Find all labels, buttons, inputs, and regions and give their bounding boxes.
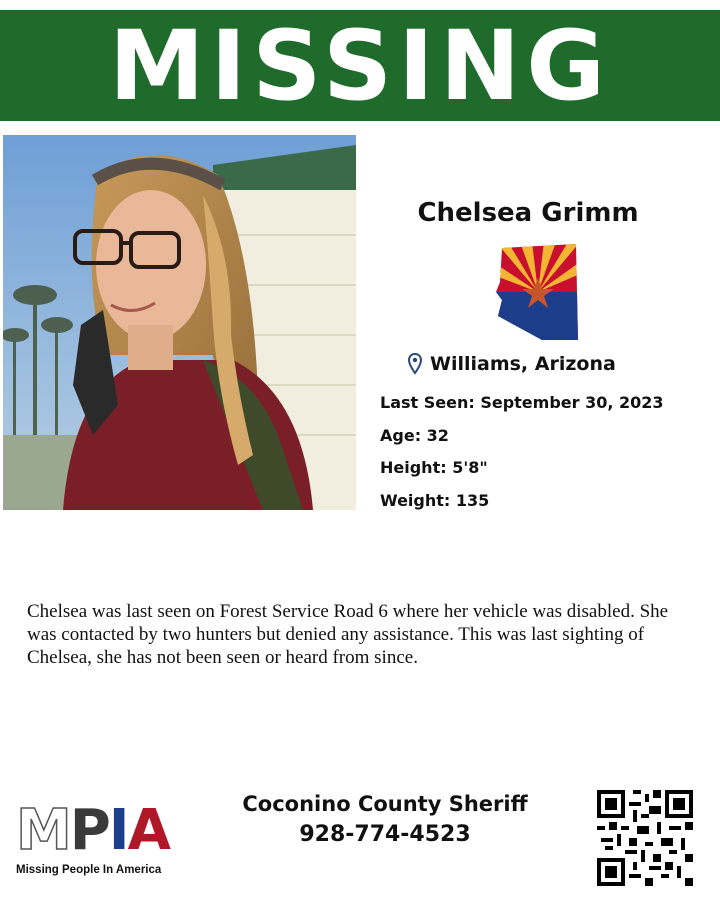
weight: Weight: 135 [380, 491, 490, 510]
age: Age: 32 [380, 426, 449, 445]
missing-banner [0, 10, 720, 121]
person-photo [3, 135, 356, 510]
mpia-logo [14, 800, 189, 885]
location-pin-icon [408, 353, 422, 375]
logo-letters: MPIA [16, 798, 169, 863]
height: Height: 5'8" [380, 458, 488, 477]
location-text: Williams, Arizona [430, 353, 616, 375]
logo-caption: Missing People In America [16, 864, 162, 876]
last-seen: Last Seen: September 30, 2023 [380, 393, 664, 412]
qr-code-icon[interactable] [597, 790, 693, 886]
location-line [408, 353, 616, 375]
contact-block [230, 790, 540, 847]
arizona-flag-map-icon [496, 242, 580, 342]
contact-agency: Coconino County Sheriff [242, 792, 528, 816]
contact-phone[interactable]: 928-774-4523 [299, 822, 471, 847]
description: Chelsea was last seen on Forest Service Road 6 where her vehicle was disabled. She was contacted by two hunters but denied any assistance. This was last sighting of Chelsea, she has not been seen or heard from since. [27, 601, 669, 668]
banner-title: MISSING [108, 9, 612, 122]
person-name: Chelsea Grimm [417, 198, 639, 228]
